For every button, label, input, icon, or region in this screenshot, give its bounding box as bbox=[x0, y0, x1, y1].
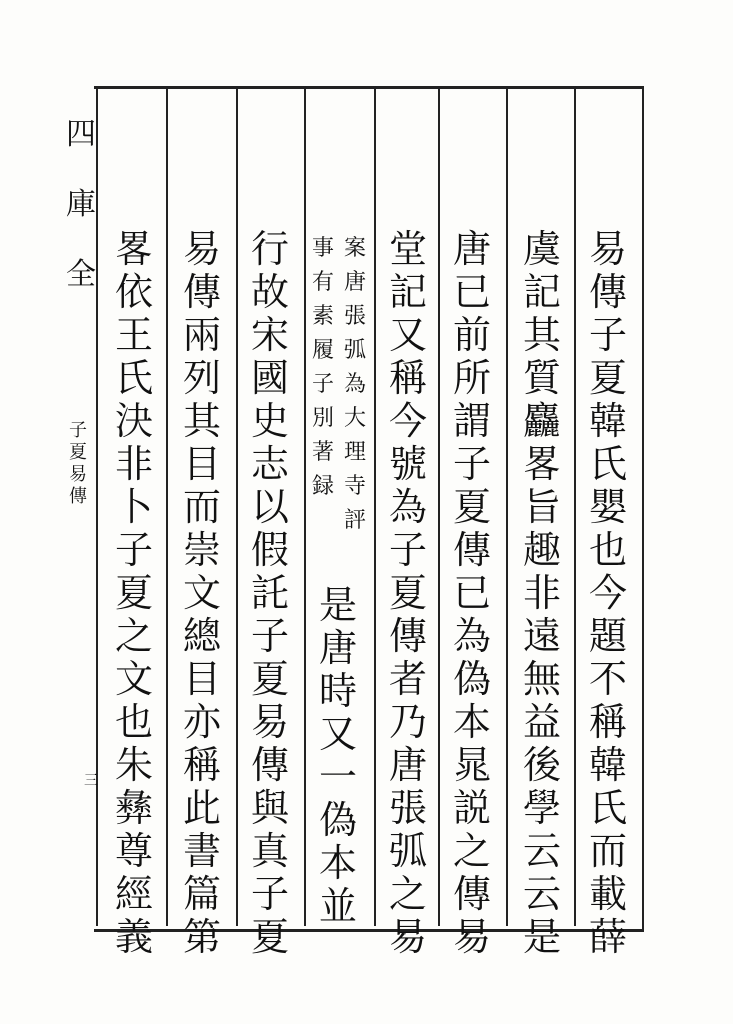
glyph: 案 bbox=[343, 236, 366, 261]
glyph: 易 bbox=[250, 700, 289, 744]
glyph: 旨 bbox=[522, 485, 561, 529]
glyph: 弧 bbox=[343, 338, 366, 363]
glyph: 真 bbox=[250, 829, 289, 873]
glyph: 義 bbox=[114, 915, 153, 959]
glyph: 後 bbox=[522, 743, 561, 787]
glyph: 夏 bbox=[69, 442, 87, 463]
text-column-5 bbox=[240, 228, 300, 959]
glyph: 也 bbox=[114, 700, 153, 744]
glyph: 稱 bbox=[388, 356, 427, 400]
glyph: 夏 bbox=[452, 485, 491, 529]
glyph: 之 bbox=[388, 872, 427, 916]
margin-header bbox=[66, 100, 96, 310]
glyph: 目 bbox=[182, 442, 221, 486]
column-rule bbox=[374, 86, 376, 926]
glyph: 易 bbox=[452, 915, 491, 959]
note-line-1 bbox=[340, 232, 370, 538]
glyph: 傳 bbox=[388, 614, 427, 658]
glyph: 寺 bbox=[343, 474, 366, 499]
glyph: 唐 bbox=[318, 626, 357, 670]
glyph: 子 bbox=[452, 442, 491, 486]
note-continuation bbox=[308, 584, 368, 928]
glyph: 弧 bbox=[388, 829, 427, 873]
glyph: 也 bbox=[588, 528, 627, 572]
glyph: 畧 bbox=[114, 227, 153, 271]
text-column-6 bbox=[172, 228, 232, 959]
folio-number: 三 bbox=[84, 773, 98, 789]
glyph: 虞 bbox=[522, 227, 561, 271]
glyph: 目 bbox=[182, 657, 221, 701]
glyph: 易 bbox=[69, 464, 87, 485]
glyph: 不 bbox=[588, 657, 627, 701]
column-rule bbox=[304, 86, 306, 926]
glyph: 唐 bbox=[388, 743, 427, 787]
glyph: 託 bbox=[250, 571, 289, 615]
text-column-7 bbox=[104, 228, 164, 959]
glyph: 云 bbox=[522, 829, 561, 873]
text-column-3 bbox=[442, 228, 502, 959]
glyph: 列 bbox=[182, 356, 221, 400]
glyph: 為 bbox=[452, 614, 491, 658]
glyph: 非 bbox=[522, 571, 561, 615]
glyph: 之 bbox=[114, 614, 153, 658]
glyph: 畧 bbox=[522, 442, 561, 486]
text-column-2 bbox=[512, 228, 572, 959]
glyph: 益 bbox=[522, 700, 561, 744]
glyph: 子 bbox=[250, 614, 289, 658]
glyph: 傳 bbox=[452, 528, 491, 572]
glyph: 國 bbox=[250, 356, 289, 400]
glyph: 已 bbox=[452, 571, 491, 615]
glyph: 為 bbox=[343, 372, 366, 397]
glyph: 子 bbox=[311, 372, 334, 397]
glyph: 尊 bbox=[114, 829, 153, 873]
glyph: 著 bbox=[311, 440, 334, 465]
glyph: 夏 bbox=[250, 915, 289, 959]
glyph: 子 bbox=[69, 420, 87, 441]
glyph: 理 bbox=[343, 440, 366, 465]
glyph: 韓 bbox=[588, 743, 627, 787]
glyph: 夏 bbox=[250, 657, 289, 701]
glyph: 傳 bbox=[588, 270, 627, 314]
glyph: 易 bbox=[588, 227, 627, 271]
glyph: 其 bbox=[182, 399, 221, 443]
glyph: 夏 bbox=[114, 571, 153, 615]
glyph: 崇 bbox=[182, 528, 221, 572]
glyph: 是 bbox=[522, 915, 561, 959]
glyph: 彝 bbox=[114, 786, 153, 830]
glyph: 唐 bbox=[452, 227, 491, 271]
glyph: 依 bbox=[114, 270, 153, 314]
glyph: 所 bbox=[452, 356, 491, 400]
glyph: 與 bbox=[250, 786, 289, 830]
glyph: 有 bbox=[311, 270, 334, 295]
glyph: 謂 bbox=[452, 399, 491, 443]
glyph: 宋 bbox=[250, 313, 289, 357]
glyph: 文 bbox=[182, 571, 221, 615]
glyph: 別 bbox=[311, 406, 334, 431]
column-rule bbox=[166, 86, 168, 926]
glyph: 此 bbox=[182, 786, 221, 830]
glyph: 大 bbox=[343, 406, 366, 431]
glyph: 非 bbox=[114, 442, 153, 486]
glyph: 者 bbox=[388, 657, 427, 701]
glyph: 子 bbox=[114, 528, 153, 572]
glyph: 評 bbox=[343, 508, 366, 533]
glyph: 庫 bbox=[66, 187, 96, 222]
glyph: 而 bbox=[588, 829, 627, 873]
glyph: 晁 bbox=[452, 743, 491, 787]
glyph: 趣 bbox=[522, 528, 561, 572]
glyph: 為 bbox=[388, 485, 427, 529]
glyph: 卜 bbox=[114, 485, 153, 529]
glyph: 堂 bbox=[388, 227, 427, 271]
text-column-1 bbox=[578, 228, 638, 959]
glyph: 稱 bbox=[588, 700, 627, 744]
glyph: 故 bbox=[250, 270, 289, 314]
glyph: 記 bbox=[388, 270, 427, 314]
glyph: 王 bbox=[114, 313, 153, 357]
glyph: 而 bbox=[182, 485, 221, 529]
glyph: 遠 bbox=[522, 614, 561, 658]
glyph: 又 bbox=[318, 712, 357, 756]
column-rule bbox=[574, 86, 576, 926]
glyph: 氏 bbox=[588, 442, 627, 486]
glyph: 傳 bbox=[69, 486, 87, 507]
glyph: 記 bbox=[522, 270, 561, 314]
glyph: 行 bbox=[250, 227, 289, 271]
glyph: 書 bbox=[182, 829, 221, 873]
margin-section-title bbox=[66, 420, 90, 508]
glyph: 質 bbox=[522, 356, 561, 400]
glyph: 第 bbox=[182, 915, 221, 959]
text-column-4 bbox=[378, 228, 438, 959]
glyph: 前 bbox=[452, 313, 491, 357]
glyph: 志 bbox=[250, 442, 289, 486]
glyph: 決 bbox=[114, 399, 153, 443]
glyph: 稱 bbox=[182, 743, 221, 787]
glyph: 今 bbox=[588, 571, 627, 615]
glyph: 本 bbox=[318, 841, 357, 885]
glyph: 麤 bbox=[522, 399, 561, 443]
glyph: 朱 bbox=[114, 743, 153, 787]
glyph: 氏 bbox=[114, 356, 153, 400]
glyph: 夏 bbox=[388, 571, 427, 615]
glyph: 總 bbox=[182, 614, 221, 658]
glyph: 本 bbox=[452, 700, 491, 744]
glyph: 偽 bbox=[318, 798, 357, 842]
glyph: 亦 bbox=[182, 700, 221, 744]
glyph: 時 bbox=[318, 669, 357, 713]
column-rule bbox=[438, 86, 440, 926]
glyph: 並 bbox=[318, 884, 357, 928]
glyph: 素 bbox=[311, 304, 334, 329]
glyph: 夏 bbox=[588, 356, 627, 400]
glyph: 履 bbox=[311, 338, 334, 363]
glyph: 假 bbox=[250, 528, 289, 572]
glyph: 説 bbox=[452, 786, 491, 830]
glyph: 史 bbox=[250, 399, 289, 443]
glyph: 韓 bbox=[588, 399, 627, 443]
glyph: 易 bbox=[388, 915, 427, 959]
glyph: 四 bbox=[66, 117, 96, 152]
glyph: 今 bbox=[388, 399, 427, 443]
glyph: 傳 bbox=[452, 872, 491, 916]
glyph: 張 bbox=[343, 304, 366, 329]
glyph: 云 bbox=[522, 872, 561, 916]
glyph: 之 bbox=[452, 829, 491, 873]
glyph: 傳 bbox=[250, 743, 289, 787]
glyph: 又 bbox=[388, 313, 427, 357]
glyph: 題 bbox=[588, 614, 627, 658]
glyph: 事 bbox=[311, 236, 334, 261]
glyph: 子 bbox=[388, 528, 427, 572]
glyph: 是 bbox=[318, 583, 357, 627]
column-rule bbox=[236, 86, 238, 926]
glyph: 號 bbox=[388, 442, 427, 486]
glyph: 易 bbox=[182, 227, 221, 271]
glyph: 兩 bbox=[182, 313, 221, 357]
note-line-2 bbox=[308, 232, 338, 504]
column-rule bbox=[506, 86, 508, 926]
glyph: 傳 bbox=[182, 270, 221, 314]
glyph: 學 bbox=[522, 786, 561, 830]
glyph: 薛 bbox=[588, 915, 627, 959]
glyph: 經 bbox=[114, 872, 153, 916]
glyph: 篇 bbox=[182, 872, 221, 916]
glyph: 子 bbox=[250, 872, 289, 916]
glyph: 録 bbox=[311, 474, 334, 499]
glyph: 乃 bbox=[388, 700, 427, 744]
glyph: 子 bbox=[588, 313, 627, 357]
glyph: 嬰 bbox=[588, 485, 627, 529]
glyph: 全 bbox=[66, 257, 96, 292]
glyph: 其 bbox=[522, 313, 561, 357]
glyph: 無 bbox=[522, 657, 561, 701]
glyph: 張 bbox=[388, 786, 427, 830]
glyph: 已 bbox=[452, 270, 491, 314]
glyph: 偽 bbox=[452, 657, 491, 701]
glyph: 一 bbox=[318, 755, 357, 799]
glyph: 載 bbox=[588, 872, 627, 916]
glyph: 文 bbox=[114, 657, 153, 701]
glyph: 以 bbox=[250, 485, 289, 529]
glyph: 唐 bbox=[343, 270, 366, 295]
glyph: 氏 bbox=[588, 786, 627, 830]
